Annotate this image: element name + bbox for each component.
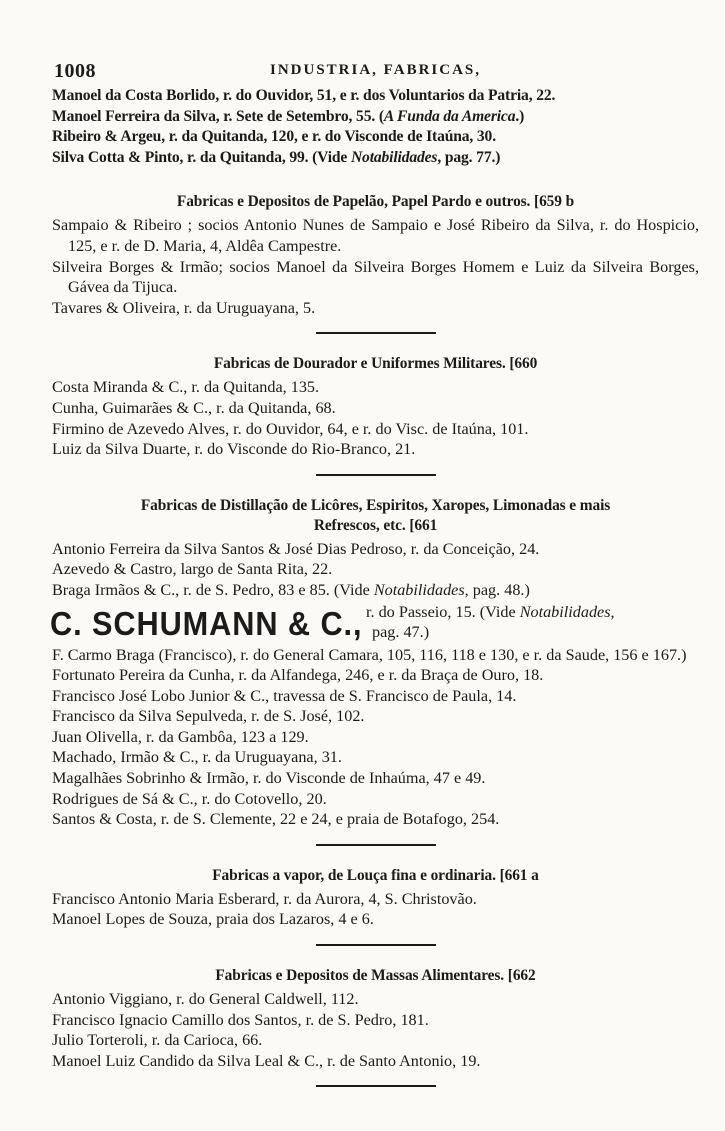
list-item: Rodrigues de Sá & C., r. do Cotovello, 20. bbox=[52, 789, 327, 808]
list-item: Manoel Ferreira da Silva, r. Sete de Setembro, 55. (A Funda da America.) bbox=[52, 107, 525, 125]
section-heading: Fabricas e Depositos de Papelão, Papel Pardo e outros. [659 b bbox=[176, 193, 575, 211]
list-item: Manoel da Costa Borlido, r. do Ouvidor, 51, e r. dos Voluntarios da Patria, 22. bbox=[52, 87, 556, 104]
list-item: Julio Torteroli, r. da Carioca, 66. bbox=[52, 1031, 263, 1050]
list-item: Manoel Luiz Candido da Silva Leal & C., r. de Santo Antonio, 19. bbox=[52, 1051, 481, 1070]
advert-address: r. do Passeio, 15. (Vide Notabilidades, bbox=[366, 602, 615, 621]
section-heading-line2: Refrescos, etc. [661 bbox=[313, 516, 438, 534]
section-distillacao bbox=[52, 496, 699, 846]
section-louca bbox=[52, 866, 699, 946]
list-item: Tavares & Oliveira, r. da Uruguayana, 5. bbox=[52, 298, 316, 317]
list-item: Machado, Irmão & C., r. da Uruguayana, 31. bbox=[52, 748, 342, 767]
section-heading-line1: Fabricas de Distillação de Licôres, Espiritos, Xaropes, Limonadas e mais bbox=[140, 496, 611, 514]
section-heading: Fabricas a vapor, de Louça fina e ordinaria. [661 a bbox=[212, 866, 539, 884]
list-item: Francisco José Lobo Junior & C., travessa de S. Francisco de Paula, 14. bbox=[52, 686, 517, 705]
section-heading: Fabricas e Depositos de Massas Alimentares. [662 bbox=[215, 967, 536, 985]
section-massas bbox=[52, 966, 699, 1087]
list-item: Antonio Viggiano, r. do General Caldwell, 112. bbox=[52, 990, 359, 1009]
list-item: Manoel Lopes de Souza, praia dos Lazaros, 4 e 6. bbox=[52, 910, 374, 929]
list-item: Cunha, Guimarães & C., r. da Quitanda, 68. bbox=[52, 398, 336, 417]
list-item: Francisco Antonio Maria Esberard, r. da Aurora, 4, S. Christovão. bbox=[52, 889, 477, 908]
list-item: Fortunato Pereira da Cunha, r. da Alfandega, 246, e r. da Braça de Ouro, 18. bbox=[52, 666, 544, 685]
list-item: F. Carmo Braga (Francisco), r. do General Camara, 105, 116, 118 e 130, e r. da Saude, 156 e 167.) bbox=[52, 645, 687, 664]
list-item: Juan Olivella, r. da Gambôa, 123 a 129. bbox=[52, 727, 309, 746]
list-item: Luiz da Silva Duarte, r. do Visconde do Rio-Branco, 21. bbox=[52, 440, 416, 459]
advert-name: C. SCHUMANN & C., bbox=[50, 604, 363, 642]
page-number: 1008 bbox=[54, 60, 96, 82]
list-item: Ribeiro & Argeu, r. da Quitanda, 120, e r. do Visconde de Itaúna, 30. bbox=[52, 128, 496, 146]
list-item: Silveira Borges & Irmão; socios Manoel da Silveira Borges Homem e Luiz da Silveira Borges, Gávea da Tijuca. bbox=[52, 257, 699, 297]
section-divider bbox=[316, 332, 436, 334]
list-item: Magalhães Sobrinho & Irmão, r. do Visconde de Inhaúma, 47 e 49. bbox=[52, 769, 486, 788]
list-item: Silva Cotta & Pinto, r. da Quitanda, 99. (Vide Notabilidades, pag. 77.) bbox=[52, 148, 501, 166]
list-item: Antonio Ferreira da Silva Santos & José Dias Pedroso, r. da Conceição, 24. bbox=[52, 539, 540, 558]
list-item: Santos & Costa, r. de S. Clemente, 22 e 24, e praia de Botafogo, 254. bbox=[52, 810, 500, 829]
running-head bbox=[52, 60, 699, 86]
list-item: Azevedo & Castro, largo de Santa Rita, 22. bbox=[52, 560, 333, 579]
section-divider bbox=[316, 474, 436, 476]
list-item: Sampaio & Ribeiro ; socios Antonio Nunes de Sampaio e José Ribeiro da Silva, r. do Hospicio, 125, e r. de D. Maria, 4, Aldêa Campestre. bbox=[52, 216, 699, 255]
section-heading: Fabricas de Dourador e Uniformes Militares. [660 bbox=[213, 355, 538, 373]
section-divider bbox=[316, 1085, 436, 1087]
section-divider bbox=[316, 844, 436, 846]
running-title: INDUSTRIA, FABRICAS, bbox=[270, 62, 481, 78]
section-papelao bbox=[52, 192, 699, 334]
list-item: Braga Irmãos & C., r. de S. Pedro, 83 e 85. (Vide Notabilidades, pag. 48.) bbox=[52, 580, 530, 599]
section-heading bbox=[52, 496, 699, 536]
list-item: Costa Miranda & C., r. da Quitanda, 135. bbox=[52, 378, 320, 397]
list-item: Francisco Ignacio Camillo dos Santos, r. de S. Pedro, 181. bbox=[52, 1010, 429, 1029]
advert-entry bbox=[52, 601, 699, 645]
continued-listing bbox=[52, 86, 699, 168]
section-divider bbox=[316, 944, 436, 946]
section-dourador bbox=[52, 354, 699, 475]
list-item: Francisco da Silva Sepulveda, r. de S. José, 102. bbox=[52, 707, 365, 726]
list-item: Firmino de Azevedo Alves, r. do Ouvidor, 64, e r. do Visc. de Itaúna, 101. bbox=[52, 419, 529, 438]
advert-address-continued: pag. 47.) bbox=[372, 622, 430, 641]
